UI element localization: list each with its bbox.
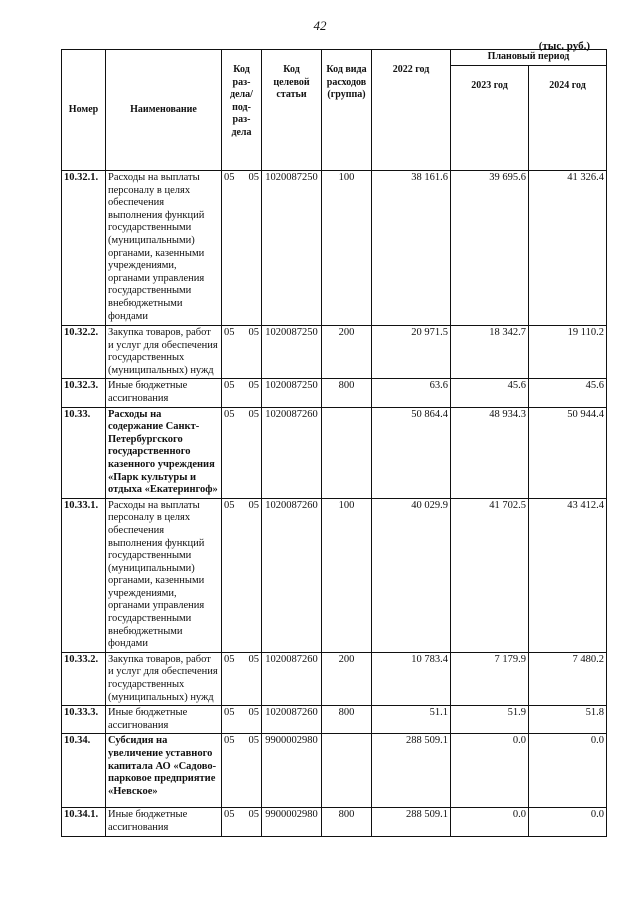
subsection-code: 05 [248,735,259,747]
header-target-code: Код целевой статьи [262,50,322,171]
row-name: Расходы на выплаты персоналу в целях обеспечения выполнения функций государственными (муниципальными) органами, казенными учреждениями, органами управления государственными внебюджетными фондами [106,171,222,326]
amount-2024: 50 944.4 [529,407,607,498]
subsection-code: 05 [248,408,259,420]
target-code: 1020087250 [262,379,322,407]
target-code: 1020087260 [262,407,322,498]
row-number: 10.32.3. [62,379,106,407]
table-row [62,734,607,808]
amount-2022: 10 783.4 [372,652,451,705]
section-code: 05 [224,653,235,665]
row-number: 10.33. [62,407,106,498]
subsection-code: 05 [248,172,259,183]
section-code-cell [222,706,262,734]
row-name: Закупка товаров, работ и услуг для обеспечения государственных (муниципальных) нужд [106,326,222,379]
amount-2022: 50 864.4 [372,407,451,498]
amount-2024: 19 110.2 [529,326,607,379]
target-code: 1020087250 [262,326,322,379]
row-name: Иные бюджетные ассигнования [106,706,222,734]
subsection-code: 05 [248,809,259,821]
amount-2022: 288 509.1 [372,734,451,808]
expense-type-code: 800 [322,808,372,836]
amount-2024: 0.0 [529,808,607,836]
header-expense-type-code: Код вида расходов (группа) [322,50,372,171]
page-number: 42 [313,18,327,33]
table-body [62,171,607,837]
subsection-code: 05 [248,653,259,665]
section-code-cell [222,326,262,379]
section-code: 05 [224,327,235,338]
table-row [62,652,607,705]
target-code: 9900002980 [262,734,322,808]
amount-2022: 38 161.6 [372,171,451,326]
expense-type-code: 200 [322,652,372,705]
expense-type-code [322,734,372,808]
section-code: 05 [224,735,235,747]
row-number: 10.33.1. [62,498,106,652]
amount-2023: 51.9 [451,706,529,734]
amount-2022: 20 971.5 [372,326,451,379]
amount-2024: 41 326.4 [529,171,607,326]
amount-2024: 45.6 [529,379,607,407]
row-number: 10.33.2. [62,652,106,705]
header-year-2023: 2023 год [451,66,529,171]
table-row [62,808,607,836]
header-number: Номер [62,50,106,171]
section-code: 05 [224,172,235,183]
table-row [62,498,607,652]
subsection-code: 05 [248,499,259,511]
subsection-code: 05 [248,380,259,392]
expense-type-code: 800 [322,706,372,734]
amount-2023: 45.6 [451,379,529,407]
header-section-code: Код раз-дела/ под-раз-дела [222,50,262,171]
section-code-cell [222,379,262,407]
amount-2022: 51.1 [372,706,451,734]
amount-2022: 63.6 [372,379,451,407]
section-code-cell [222,407,262,498]
section-code: 05 [224,408,235,420]
expense-type-code: 800 [322,379,372,407]
section-code-cell [222,734,262,808]
expense-type-code: 200 [322,326,372,379]
table-row [62,171,607,326]
row-name: Иные бюджетные ассигнования [106,808,222,836]
section-code-cell [222,171,262,326]
amount-2023: 41 702.5 [451,498,529,652]
target-code: 9900002980 [262,808,322,836]
section-code: 05 [224,707,235,719]
section-code: 05 [224,809,235,821]
header-name: Наименование [106,50,222,171]
amount-2024: 51.8 [529,706,607,734]
amount-2023: 0.0 [451,808,529,836]
expense-type-code [322,407,372,498]
section-code: 05 [224,499,235,511]
section-code: 05 [224,380,235,392]
row-name: Расходы на содержание Санкт-Петербургского государственного казенного учреждения «Парк культуры и отдыха «Екатерингоф» [106,407,222,498]
row-name: Расходы на выплаты персоналу в целях обеспечения выполнения функций государственными (муниципальными) органами, казенными учреждениями, органами управления государственными внебюджетными фондами [106,498,222,652]
table-row [62,407,607,498]
amount-2022: 288 509.1 [372,808,451,836]
row-number: 10.33.3. [62,706,106,734]
amount-2023: 18 342.7 [451,326,529,379]
row-name: Иные бюджетные ассигнования [106,379,222,407]
expense-type-code: 100 [322,498,372,652]
table-row [62,326,607,379]
target-code: 1020087250 [262,171,322,326]
table-row [62,706,607,734]
table-row [62,379,607,407]
expense-type-code: 100 [322,171,372,326]
budget-table [61,49,607,837]
amount-2023: 48 934.3 [451,407,529,498]
units-label: (тыс. руб.) [538,40,590,52]
row-number: 10.32.2. [62,326,106,379]
amount-2024: 7 480.2 [529,652,607,705]
row-number: 10.34. [62,734,106,808]
amount-2023: 0.0 [451,734,529,808]
row-name: Субсидия на увеличение уставного капитала АО «Садово-парковое предприятие «Невское» [106,734,222,808]
section-code-cell [222,808,262,836]
row-number: 10.32.1. [62,171,106,326]
target-code: 1020087260 [262,706,322,734]
row-name: Закупка товаров, работ и услуг для обеспечения государственных (муниципальных) нужд [106,652,222,705]
amount-2023: 39 695.6 [451,171,529,326]
target-code: 1020087260 [262,498,322,652]
row-number: 10.34.1. [62,808,106,836]
header-planned-period: Плановый период [451,50,607,66]
amount-2024: 0.0 [529,734,607,808]
amount-2024: 43 412.4 [529,498,607,652]
header-year-2022: 2022 год [372,50,451,171]
amount-2022: 40 029.9 [372,498,451,652]
subsection-code: 05 [248,707,259,719]
section-code-cell [222,652,262,705]
subsection-code: 05 [248,327,259,338]
target-code: 1020087260 [262,652,322,705]
section-code-cell [222,498,262,652]
amount-2023: 7 179.9 [451,652,529,705]
header-year-2024: 2024 год [529,66,607,171]
